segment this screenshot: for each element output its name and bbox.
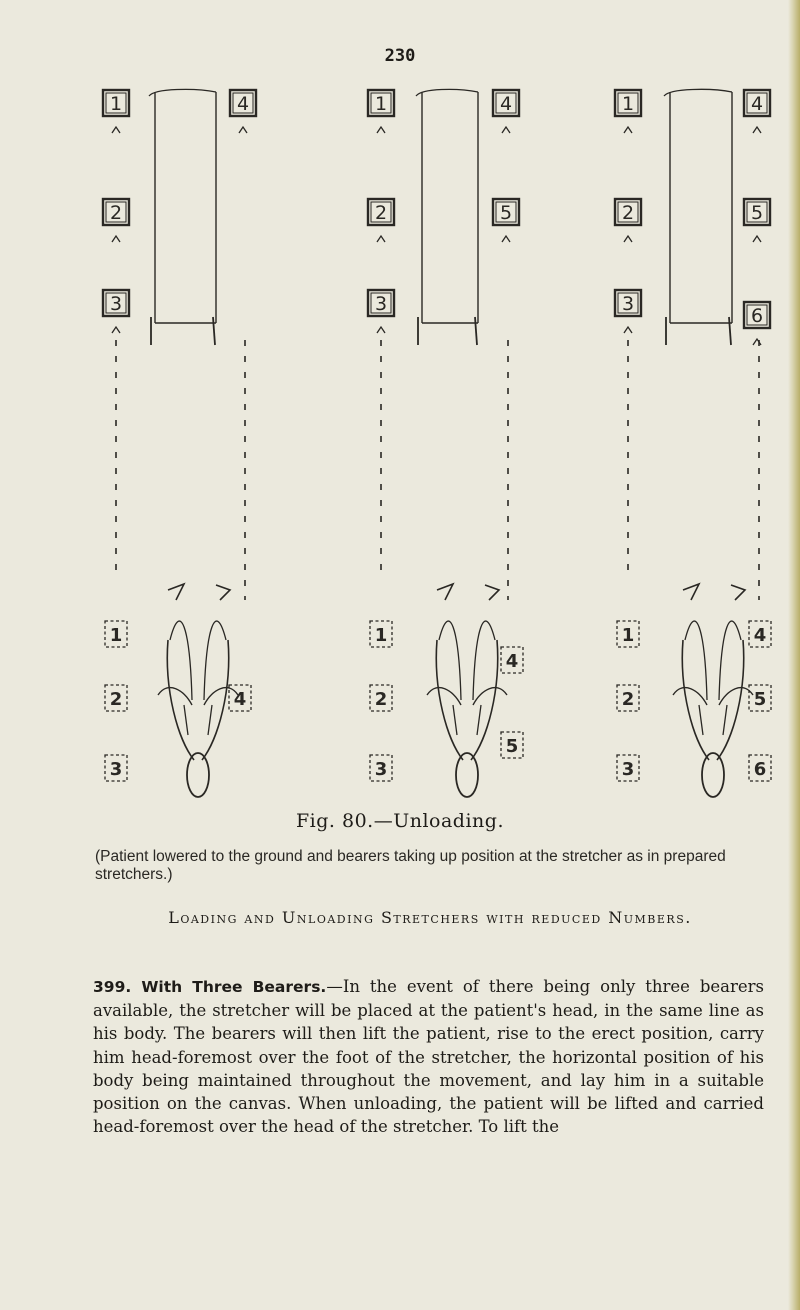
panel-2-bottom-left-2-label: 2 — [374, 689, 388, 710]
panel-3-right-arrow-5 — [753, 236, 761, 242]
section-heading: Loading and Unloading Stretchers with reduced Numbers. — [168, 908, 692, 927]
panel-2-bottom-left-3-label: 3 — [374, 759, 388, 780]
figure-note: (Patient lowered to the ground and bearers taking up position at the stretcher as in prepared stretchers.) — [95, 848, 726, 883]
panel-3-patient-legs — [685, 621, 741, 700]
paragraph-lead: 399. With Three Bearers. — [93, 978, 327, 996]
panel-2-bottom-right-5-label: 5 — [505, 736, 519, 757]
panel-2-right-bearer-4-label: 4 — [499, 93, 513, 115]
panel-3-bottom-left-1-label: 1 — [621, 625, 635, 646]
panel-1-right-arrow-4 — [239, 127, 247, 133]
panel-1-patient-legs — [170, 621, 226, 700]
panel-3-top-arrow-1 — [624, 127, 632, 133]
panel-1-right-bearer-4-label: 4 — [236, 93, 250, 115]
panel-1-patient-body-outline — [167, 640, 228, 760]
panel-3-right-bearer-6-label: 6 — [750, 305, 764, 327]
panel-1-bottom-left-2-label: 2 — [109, 689, 123, 710]
panel-3-patient-torso — [699, 705, 727, 735]
panel-3-stretcher-right-handle — [729, 317, 731, 345]
panel-3-bottom-left-3-label: 3 — [621, 759, 635, 780]
panel-2-right-arrow-5 — [502, 236, 510, 242]
panel-2-right-arrow-4 — [502, 127, 510, 133]
panel-1-top-arrow-2 — [112, 236, 120, 242]
panel-2-right-bearer-5-label: 5 — [499, 202, 513, 224]
panel-3-right-bearer-5-label: 5 — [750, 202, 764, 224]
panel-2-patient-head — [456, 753, 478, 797]
panel-3-stretcher-head-bar — [664, 89, 732, 96]
panel-3-patient-feet — [683, 584, 745, 600]
panel-2-bottom-right-4-label: 4 — [505, 651, 519, 672]
panel-3-top-bearer-1-label: 1 — [621, 93, 635, 115]
panel-3-bottom-right-6-label: 6 — [753, 759, 767, 780]
panel-3-bottom-left-2-label: 2 — [621, 689, 635, 710]
panel-1-top-arrow-1 — [112, 127, 120, 133]
panel-1-bottom-left-1-label: 1 — [109, 625, 123, 646]
panel-2-stretcher-right-handle — [475, 317, 477, 345]
panel-3-top-bearer-2-label: 2 — [621, 202, 635, 224]
panel-3-right-bearer-4-label: 4 — [750, 93, 764, 115]
figure-caption: Fig. 80.—Unloading. — [296, 810, 504, 832]
panel-2-top-bearer-2-label: 2 — [374, 202, 388, 224]
page-number: 230 — [384, 46, 416, 66]
panel-3-patient-head — [702, 753, 724, 797]
panel-2-top-bearer-1-label: 1 — [374, 93, 388, 115]
panel-3-top-arrow-3 — [624, 327, 632, 333]
panel-2-bottom-left-1-label: 1 — [374, 625, 388, 646]
panel-1-top-arrow-3 — [112, 327, 120, 333]
panel-1-stretcher-head-bar — [149, 89, 216, 96]
panel-3-patient-body-outline — [682, 640, 743, 760]
panel-2-top-bearer-3-label: 3 — [374, 293, 388, 315]
panel-1-patient-torso — [184, 705, 212, 735]
panel-2-patient-torso — [453, 705, 481, 735]
panel-1-stretcher-right-handle — [213, 317, 215, 345]
paragraph-body: —In the event of there being only three bearers available, the stretcher will be placed at the patient's head, in the same line as his body. The bearers will then lift the patient, rise to the erect position, carry him head-foremost over the foot of the stretcher, the horizontal position of his body being maintained throughout the movement, and lay him in a suitable position on the canvas. When unloading, the patient will be lifted and carried head-foremost over the head of the stretcher. To lift the — [93, 977, 765, 1137]
panel-1-top-bearer-1-label: 1 — [109, 93, 123, 115]
panel-1-patient-feet — [168, 584, 230, 600]
panel-1-top-bearer-3-label: 3 — [109, 293, 123, 315]
panel-2-patient-body-outline — [436, 640, 497, 760]
panel-3-top-bearer-3-label: 3 — [621, 293, 635, 315]
panel-2-patient-feet — [437, 584, 499, 600]
panel-2-top-arrow-2 — [377, 236, 385, 242]
panel-1-top-bearer-2-label: 2 — [109, 202, 123, 224]
panel-1-bottom-right-4-label: 4 — [233, 689, 247, 710]
body-paragraph — [93, 975, 764, 1138]
panel-3-bottom-right-5-label: 5 — [753, 689, 767, 710]
panel-2-patient-legs — [439, 621, 495, 700]
panel-3-right-arrow-4 — [753, 127, 761, 133]
panel-1-bottom-left-3-label: 3 — [109, 759, 123, 780]
panel-3-bottom-right-4-label: 4 — [753, 625, 767, 646]
panel-2-top-arrow-1 — [377, 127, 385, 133]
panel-3-top-arrow-2 — [624, 236, 632, 242]
panel-2-stretcher-head-bar — [416, 89, 478, 96]
panel-1-patient-head — [187, 753, 209, 797]
panel-2-top-arrow-3 — [377, 327, 385, 333]
